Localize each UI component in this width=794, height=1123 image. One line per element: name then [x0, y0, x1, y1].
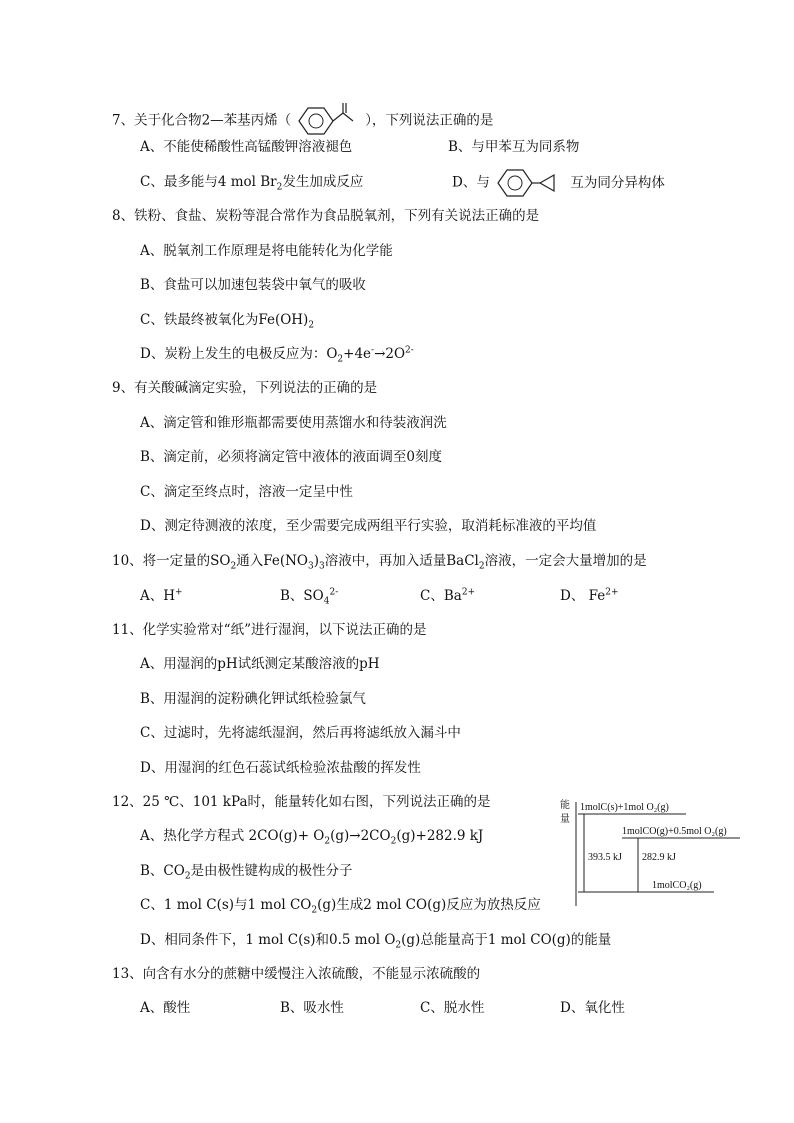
energy-level-3-label: 1molCO₂(g): [652, 880, 702, 891]
q12-option-b: B、$CO_2$是由极性键构成的极性分子: [140, 863, 353, 882]
q9-option-b: B、滴定前，必须将滴定管中液体的液面调至0刻度: [140, 449, 443, 465]
question-13-stem: 13、向含有水分的蔗糖中缓慢注入浓硫酸，不能显示浓硫酸的: [112, 966, 481, 982]
energy-axis-label-2: 量: [560, 814, 570, 825]
delta-h1-label: 393.5 kJ: [588, 852, 622, 863]
q11-option-a: A、用湿润的pH试纸测定某酸溶液的pH: [140, 656, 380, 672]
q12-option-a: A、热化学方程式 $2CO(g)+ O_2(g)\to 2CO_2(g)+282.9$ kJ: [140, 828, 484, 847]
energy-level-2-label: 1molCO(g)+0.5mol O₂(g): [622, 826, 727, 837]
q7-option-b: B、与甲苯互为同系物: [448, 139, 580, 155]
cyclopropylbenzene-structure-icon: [494, 166, 560, 200]
q12-option-c: C、1 mol C(s)与1 mol $CO_2(g)$生成2 mol CO(g)反应为放热反应: [140, 897, 541, 916]
question-9-stem: 9、有关酸碱滴定实验，下列说法的正确的是: [112, 380, 378, 396]
q10-option-b: B、$SO_4^{2-}$: [280, 587, 339, 607]
energy-level-diagram: [556, 796, 746, 908]
q10-option-d: D、 $Fe^{2+}$: [560, 587, 619, 604]
q13-option-b: B、吸水性: [280, 1000, 344, 1016]
q8-option-c: C、铁最终被氧化为$Fe(OH)_2$: [140, 312, 315, 331]
question-12-stem: 12、25 ℃、101 kPa时，能量转化如右图，下列说法正确的是: [112, 794, 491, 810]
q8-option-d: D、炭粉上发生的电极反应为：$O_2+4e^-\to 2O^{2-}$: [140, 345, 414, 365]
q11-option-d: D、用湿润的红色石蕊试纸检验浓盐酸的挥发性: [140, 760, 421, 776]
q7-option-a: A、不能使稀酸性高锰酸钾溶液褪色: [140, 139, 353, 155]
q8-option-a: A、脱氧剂工作原理是将电能转化为化学能: [140, 243, 393, 259]
question-8-stem: 8、铁粉、食盐、炭粉等混合常作为食品脱氧剂，下列有关说法正确的是: [112, 208, 540, 224]
q10-option-c: C、$Ba^{2+}$: [420, 587, 476, 604]
q11-option-b: B、用湿润的淀粉碘化钾试纸检验氯气: [140, 691, 366, 707]
q12-option-d: D、相同条件下，1 mol C(s)和0.5 mol $O_2(g)$总能量高于1 mol CO(g)的能量: [140, 932, 612, 951]
q9-option-c: C、滴定至终点时，溶液一定呈中性: [140, 484, 353, 500]
q9-option-a: A、滴定管和锥形瓶都需要使用蒸馏水和待装液润洗: [140, 415, 447, 431]
q8-option-b: B、食盐可以加速包装袋中氧气的吸收: [140, 277, 366, 293]
q7-option-d: D、与 互为同分异构体: [452, 166, 665, 200]
question-10-stem: 10、将一定量的$SO_2$通入$Fe(NO_3)_3$溶液中，再加入适量BaCl$_2$溶液，一定会大量增加的是: [112, 553, 647, 572]
delta-h2-label: 282.9 kJ: [642, 852, 676, 863]
q10-option-a: A、H+: [140, 587, 183, 604]
question-11-stem: 11、化学实验常对“纸”进行湿润，以下说法正确的是: [112, 622, 427, 638]
2-phenylpropene-structure-icon: [291, 103, 365, 139]
q13-option-c: C、脱水性: [420, 1000, 485, 1016]
energy-level-1-label: 1molC(s)+1mol O₂(g): [580, 802, 669, 813]
question-7-stem: 7、关于化合物2—苯基丙烯（ ），下列说法正确的是: [112, 103, 493, 139]
q11-option-c: C、过滤时，先将滤纸湿润，然后再将滤纸放入漏斗中: [140, 725, 461, 741]
q7-option-c: C、最多能与4 mol $Br_2$发生加成反应: [140, 174, 364, 193]
q13-option-d: D、氧化性: [560, 1000, 625, 1016]
q9-option-d: D、测定待测液的浓度，至少需要完成两组平行实验，取消耗标准液的平均值: [140, 518, 597, 534]
energy-axis-label-1: 能: [560, 800, 570, 811]
q13-option-a: A、酸性: [140, 1000, 191, 1016]
